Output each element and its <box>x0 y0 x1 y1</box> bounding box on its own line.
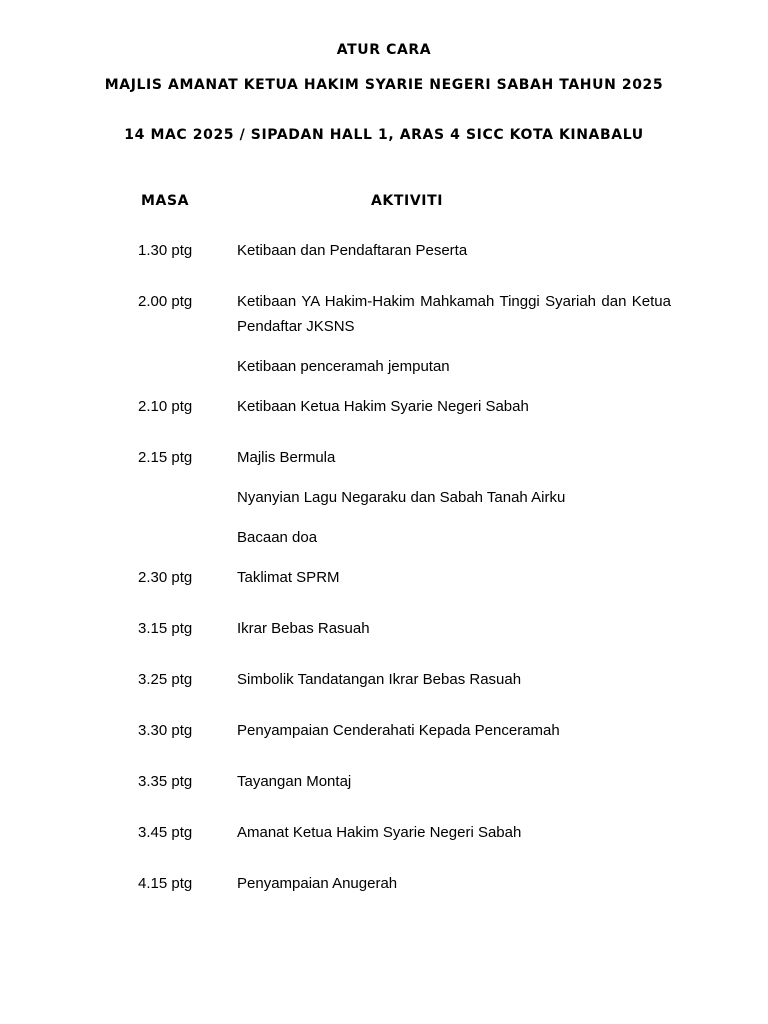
row-activity <box>237 394 671 419</box>
row-activity <box>237 238 671 263</box>
row-time: 3.25 ptg <box>138 671 193 688</box>
row-activity <box>237 289 671 339</box>
row-time: 3.35 ptg <box>138 773 193 790</box>
row-time: 3.45 ptg <box>138 824 193 841</box>
row-time: 3.30 ptg <box>138 722 193 739</box>
document-title: ATUR CARA <box>336 42 432 58</box>
date-venue: 14 MAC 2025 / SIPADAN HALL 1, ARAS 4 SICC KOTA KINABALU <box>124 127 644 143</box>
activity-text: Penyampaian Cenderahati Kepada Penceramah <box>237 722 560 739</box>
activity-text: Majlis Bermula <box>237 449 336 466</box>
row-time: 2.10 ptg <box>138 398 193 415</box>
row-activity <box>237 718 671 743</box>
row-activity <box>237 871 671 896</box>
row-activity <box>237 820 671 845</box>
row-activity <box>237 525 671 550</box>
row-activity <box>237 616 671 641</box>
row-time: 2.00 ptg <box>138 293 193 310</box>
activity-text: Penyampaian Anugerah <box>237 875 398 892</box>
row-activity <box>237 667 671 692</box>
activity-text: Amanat Ketua Hakim Syarie Negeri Sabah <box>237 824 522 841</box>
row-time: 3.15 ptg <box>138 620 193 637</box>
row-activity <box>237 354 671 379</box>
activity-text: Simbolik Tandatangan Ikrar Bebas Rasuah <box>237 671 522 688</box>
activity-text: Tayangan Montaj <box>237 773 352 790</box>
activity-text: Ketibaan penceramah jemputan <box>237 358 450 375</box>
activity-text: Ikrar Bebas Rasuah <box>237 620 370 637</box>
row-activity <box>237 769 671 794</box>
row-time: 1.30 ptg <box>138 242 193 259</box>
activity-text: Ketibaan dan Pendaftaran Peserta <box>237 242 468 259</box>
row-activity <box>237 565 671 590</box>
activity-text: Nyanyian Lagu Negaraku dan Sabah Tanah Airku <box>237 489 566 506</box>
row-activity <box>237 445 671 470</box>
event-title: MAJLIS AMANAT KETUA HAKIM SYARIE NEGERI SABAH TAHUN 2025 <box>104 77 664 93</box>
row-time: 4.15 ptg <box>138 875 193 892</box>
activity-text: Bacaan doa <box>237 529 318 546</box>
row-activity <box>237 485 671 510</box>
activity-text: Ketibaan Ketua Hakim Syarie Negeri Sabah <box>237 398 529 415</box>
column-header-time: MASA <box>141 193 190 209</box>
row-time: 2.15 ptg <box>138 449 193 466</box>
activity-text: Taklimat SPRM <box>237 569 340 586</box>
row-time: 2.30 ptg <box>138 569 193 586</box>
activity-text: Ketibaan YA Hakim-Hakim Mahkamah Tinggi Syariah dan Ketua Pendaftar JKSNS <box>237 293 671 335</box>
column-header-activity: AKTIVITI <box>371 193 444 209</box>
